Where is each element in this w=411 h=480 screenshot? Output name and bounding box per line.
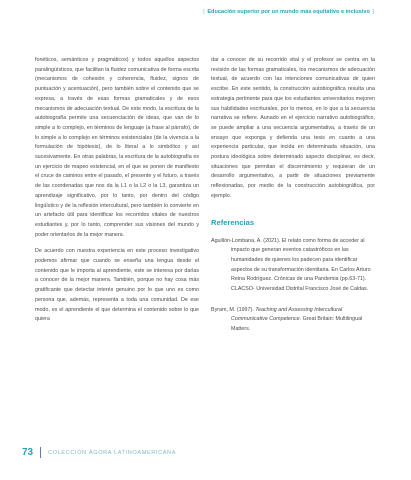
references-heading: Referencias [211,217,255,227]
header-open-bracket: [ [203,9,205,15]
footer-divider [40,447,41,458]
header-title: Educación superior por un mundo más equitativo e inclusivo [207,9,370,15]
running-header [202,9,375,15]
header-close-bracket: ] [372,9,374,15]
body-paragraph: fonéticos, semánticos y pragmáticos) y todos aquellos aspectos paralingüísticos, que facilitan la fluidez comunicativa de forma escrita (mecanismos de cohesión y coherencia, fluidez, signos de puntuación y acentuación), pero también sobre el contenido que se expresa, a través de esas formas gramaticales y de esos mecanismos de adecuación textual. De este modo, la escritura de la autobiografía permite una secuenciación de ideas, que van de lo simple a lo complejo, en términos de lenguaje (a frase al párrafo), de lo simple a lo complejo en términos existenciales (de la vivencia a la formulación de hipótesis), de lo literal a lo simbólico y así sucesivamente. En otras palabras, la escritura de la autobiografía es un ejercicio de mapeo existencial, en el que se ponen de manifiesto el cruce de caminos entre el pasado, el presente y el futuro, a través de las coordenadas que nos da la L1 o la L2 o la L3, garantiza un aprendizaje significativo, por lo tanto, por dentro del código lingüístico y de la reflexión intercultural, pero también lo convierte en un artefacto útil para identificar los recorridos vitales de nuestros estudiantes y, por lo tanto, comprender sus visiones del mundo y poder orientarlos de la mejor manera. [35,57,199,238]
reference-title: Teaching and Assessing Intercultural Communicative Competence [231,306,343,323]
body-paragraph: dar a conocer de su recorrido vital y el profesor se centra en la revisión de las formas gramaticales, los mecanismos de adecuación textual, de acuerdo con las intenciones comunicativas de quien escribe. En este sentido, la construcción autobiográfica resulta una estrategia pertinente para que los estudiantes universitarios mejoren sus habilidades escriturales, por lo menos, en lo que a la secuencia narrativa se refiere. Aunado en el ejercicio narrativo autobiográfico, se puede ampliar a una secuencia argumentativa, a través de un ensayo que exponga y defienda una tesis en cuanto a una experiencia particular, que incida en determinada situación, una postura ideológica sobre determinado aspecto disciplinar, es decir, situaciones que permitan el discernimiento y requieran de un desarrollo argumentativo, a partir de situaciones previamente reflexionadas, por medio de la construcción autobiográfica, por ejemplo. [211,57,375,199]
reference-publisher: . Great Britain: Multilingual Matters. [231,316,363,333]
reference-entry [211,306,375,335]
reference-author: Byram, M. (1997). [211,306,256,313]
page-footer [22,447,176,458]
collection-name: COLECCIÓN ÁGORA LATINOAMERICANA [48,449,177,456]
body-paragraph: De acuerdo con nuestra experiencia en este proceso investigativo podemos afirmar que cuando se enseña una lengua desde el contenido que le importa al aprendiente, este se interesa por darlas a conocer de la mejor manera. También, porque no hay cosa más gratificante que detectar interés genuino por lo que uno es como persona que, además, representa a toda una comunidad. De ese modo, es el aprendiente el que determina el contenido sobre lo que quiera [35,248,199,323]
page-number: 73 [22,447,34,458]
left-column [35,56,199,325]
right-column [211,56,375,335]
reference-entry: Aguillón-Lombana, A. (2021). El relato como forma de acceder al impacto que generan eventos catastróficos en las humanidades de quienes los padecen para identificar aspectos de su transformación identitaria. En Carlos Arturo Reina Rodríguez. Crónicas de una Pandemia (pp.63-71). CLACSO- Universidad Distrital Francisco José de Caldas. [211,237,371,293]
